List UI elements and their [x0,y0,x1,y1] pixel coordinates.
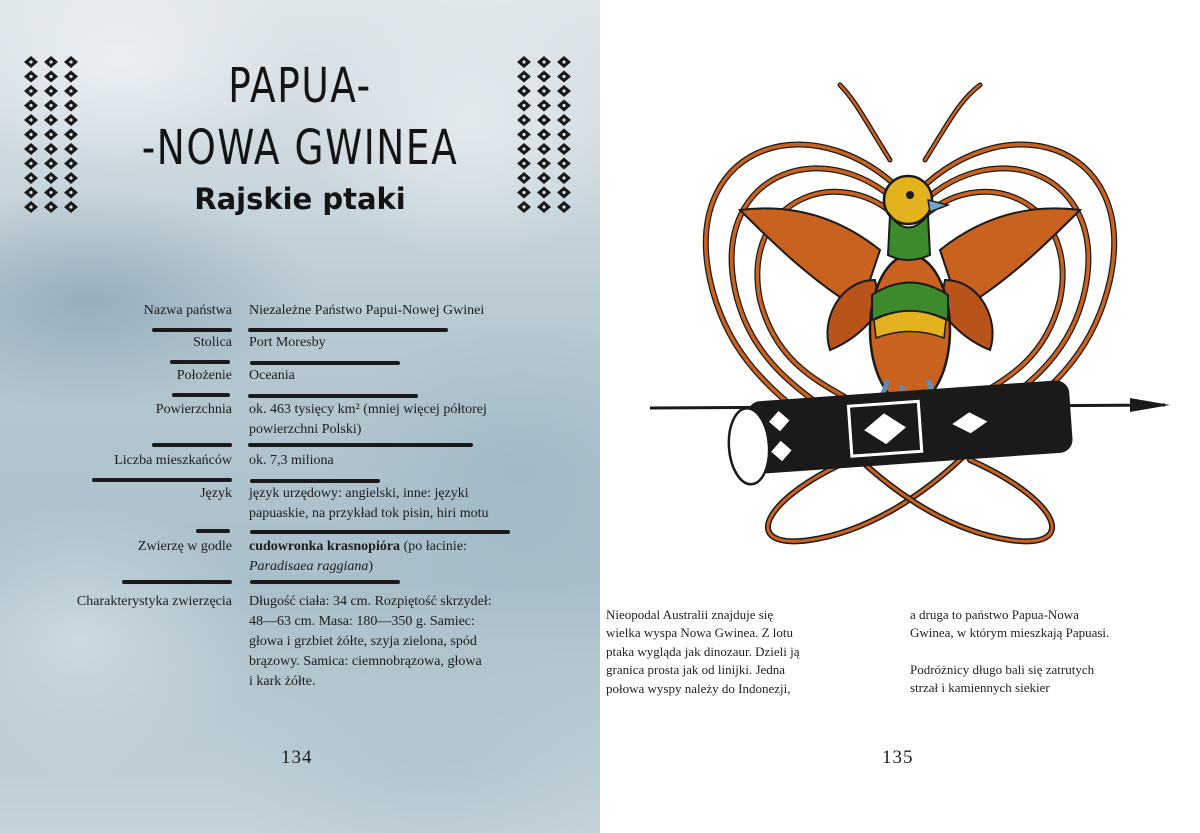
page-number-left: 134 [281,747,313,768]
fact-value-bold: cudowronka krasnopióra [249,539,401,554]
fact-label: Położenie [176,368,232,383]
body-text-line: ptaka wygląda jak dinozaur. Dzieli ją [606,643,800,659]
brush-divider [250,580,400,584]
fact-value-line: 48—63 cm. Masa: 180—350 g. Samiec: [249,614,475,629]
fact-value-line: papuaskie, na przykład tok pisin, hiri motu [249,506,489,521]
brush-divider [250,479,380,483]
fact-value: ok. 7,3 miliona [249,453,334,468]
right-page [600,0,1200,833]
fact-value-line: ok. 463 tysięcy km² (mniej więcej półtorej [249,402,487,417]
fact-value-line: powierzchni Polski) [249,422,362,437]
brush-divider [122,580,232,584]
fact-label: Nazwa państwa [143,303,232,318]
fact-value-line: Długość ciała: 34 cm. Rozpiętość skrzydeł: [249,594,492,609]
fact-label: Charakterystyka zwierzęcia [76,594,232,609]
page-title-line1: PAPUA- [228,58,372,114]
page-title-line2: -NOWA GWINEA [141,120,459,176]
brush-divider [196,529,230,533]
text-column-right [910,606,1200,698]
fact-value [249,537,514,577]
fact-value [249,400,514,440]
fact-value: Niezależne Państwo Papui-Nowej Gwinei [249,303,485,318]
fact-value [249,592,514,692]
body-text-line: a druga to państwo Papua-Nowa [910,607,1079,622]
body-text-line: Nieopodal Australii znajduje się [606,607,774,622]
fact-value: Oceania [249,368,295,383]
fact-label: Zwierzę w godle [137,539,232,554]
fact-value [249,484,514,524]
fact-value-line: (po łacinie: [400,539,467,554]
body-text-line: strzał i kamiennych siekier [910,680,1050,696]
brush-divider [170,360,230,364]
brush-divider [152,328,232,332]
brush-divider [250,361,400,365]
body-text-line: Gwinea, w którym mieszkają Papuasi. [910,625,1110,641]
brush-divider [248,443,473,447]
body-text-line: wielka wyspa Nowa Gwinea. Z lotu [606,625,794,641]
page-subtitle: Rajskie ptaki [194,182,406,216]
fact-label: Liczba mieszkańców [114,453,232,468]
body-text-line: Podróżnicy długo bali się zatrutych [910,661,1095,677]
fact-value-line: ) [368,559,374,574]
brush-divider [248,328,448,332]
fact-label: Powierzchnia [155,402,232,417]
fact-label: Język [200,486,232,501]
fact-value-line: i kark żółte. [249,674,316,689]
fact-value-italic: Paradisaea raggiana [249,559,369,574]
fact-value-line: brązowy. Samica: ciemnobrązowa, głowa [249,654,482,669]
brush-divider [250,530,510,534]
bird-of-paradise-emblem-icon [640,80,1180,575]
fact-value: Port Moresby [249,335,326,350]
brush-divider [92,478,232,482]
brush-divider [152,443,232,447]
body-text-line: połowa wyspy należy do Indonezji, [606,680,791,696]
fact-value-line: głowa i grzbiet żółte, szyja zielona, spód [249,634,477,649]
text-column-left [606,606,896,698]
page-number-right: 135 [882,747,914,768]
fact-value-line: język urzędowy: angielski, inne: języki [249,486,469,501]
brush-divider [248,394,418,398]
body-text-line: granica prosta jak od linijki. Jedna [606,662,786,678]
fact-label: Stolica [193,335,232,350]
brush-divider [172,393,230,397]
